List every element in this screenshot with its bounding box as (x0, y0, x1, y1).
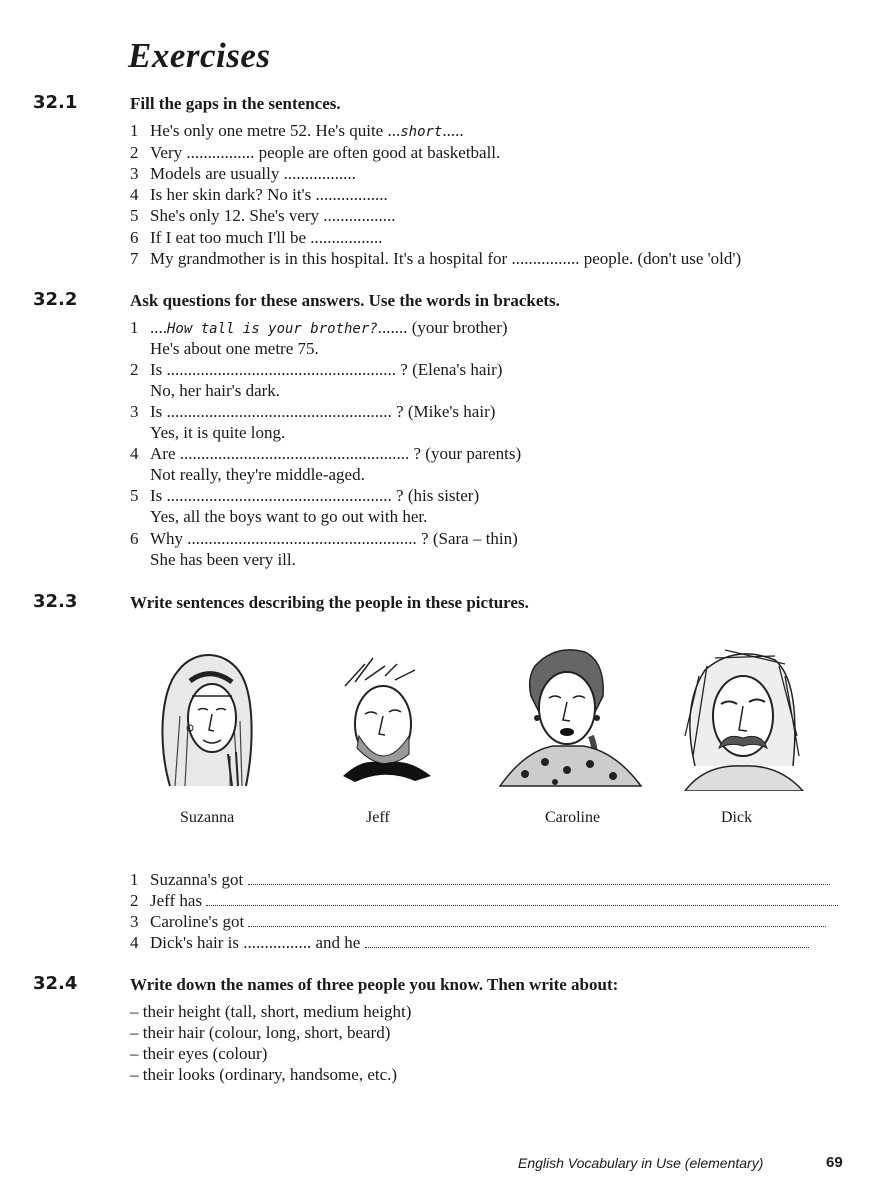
item-text-after: ..... (442, 121, 464, 140)
ex3-line-4 (130, 933, 809, 953)
item-number: 5 (130, 486, 139, 505)
ex2-item-1 (130, 318, 508, 339)
ex4-item-2: – their hair (colour, long, short, beard) (130, 1023, 391, 1042)
item-number: 2 (130, 360, 139, 379)
ex4-item-4: – their looks (ordinary, handsome, etc.) (130, 1065, 398, 1084)
suzanna-drawing (150, 636, 260, 796)
item-text: Jeff has (150, 891, 203, 910)
book-title: English Vocabulary in Use (elementary) (518, 1155, 764, 1171)
caption-caroline: Caroline (545, 809, 601, 826)
answer-blank[interactable] (248, 870, 830, 885)
ex1-item-3 (130, 164, 356, 184)
ex2-item-5 (130, 486, 479, 506)
ex1-item-6 (130, 228, 383, 248)
ex1-item-7 (130, 249, 741, 269)
ex2-item-3 (130, 402, 495, 422)
item-number: 4 (130, 444, 139, 463)
ex3-line-3 (130, 912, 826, 932)
page-title: Exercises (128, 36, 271, 75)
item-number: 3 (130, 912, 139, 931)
ex3-line-1 (130, 870, 830, 890)
item-text: Is ...................................................... ? (Elena's hair) (150, 360, 503, 379)
item-text: Is her skin dark? No it's ................. (150, 185, 388, 204)
exercise-instruction-32-3: Write sentences describing the people in these pictures. (130, 593, 529, 612)
item-number: 3 (130, 164, 139, 183)
page-number: 69 (826, 1154, 843, 1171)
item-text: Suzanna's got (150, 870, 244, 889)
caption-suzanna: Suzanna (180, 809, 235, 826)
item-number: 2 (130, 891, 139, 910)
item-number: 4 (130, 185, 139, 204)
item-number: 7 (130, 249, 139, 268)
handwritten-answer: How tall is your brother? (167, 321, 378, 337)
exercise-instruction-32-1: Fill the gaps in the sentences. (130, 94, 341, 113)
item-text: Is ..................................................... ? (Mike's hair) (150, 402, 496, 421)
ex3-line-2 (130, 891, 838, 911)
ex1-item-4 (130, 185, 388, 205)
ex4-item-3: – their eyes (colour) (130, 1044, 268, 1063)
caption-dick: Dick (721, 809, 753, 826)
ex2-item-4 (130, 444, 521, 464)
ex1-item-5 (130, 206, 396, 226)
ex2-item-2 (130, 360, 502, 380)
ex4-item-1: – their height (tall, short, medium height) (130, 1002, 412, 1021)
ex2-reply-4: Not really, they're middle-aged. (150, 465, 365, 484)
ex2-reply-1: He's about one metre 75. (150, 339, 319, 358)
jeff-drawing (335, 636, 435, 786)
item-text-before: .... (150, 318, 167, 337)
item-text: Models are usually ................. (150, 164, 356, 183)
item-number: 4 (130, 933, 139, 952)
item-text: She's only 12. She's very ................. (150, 206, 396, 225)
ex2-reply-3: Yes, it is quite long. (150, 423, 286, 442)
item-text: Dick's hair is ................ and he (150, 933, 361, 952)
caption-jeff: Jeff (366, 809, 390, 826)
item-text: If I eat too much I'll be ................. (150, 228, 383, 247)
ex2-reply-2: No, her hair's dark. (150, 381, 281, 400)
item-number: 1 (130, 318, 139, 337)
handwritten-answer: short (400, 124, 443, 140)
item-number: 6 (130, 529, 139, 548)
ex2-item-6 (130, 529, 518, 549)
item-number: 3 (130, 402, 139, 421)
exercise-number-32-2: 32.2 (33, 289, 78, 310)
item-text: My grandmother is in this hospital. It's a hospital for ................ people. (don't use 'old') (150, 249, 742, 268)
caroline-drawing (495, 636, 645, 791)
item-number: 5 (130, 206, 139, 225)
ex2-reply-5: Yes, all the boys want to go out with her. (150, 507, 428, 526)
item-number: 2 (130, 143, 139, 162)
exercise-number-32-1: 32.1 (33, 92, 78, 113)
ex2-reply-6: She has been very ill. (150, 550, 296, 569)
item-number: 1 (130, 870, 139, 889)
item-text: Caroline's got (150, 912, 245, 931)
ex1-item-1 (130, 121, 464, 142)
item-text: ....... (your brother) (377, 318, 508, 337)
exercise-number-32-4: 32.4 (33, 973, 78, 994)
item-text: Are ...................................................... ? (your parents) (150, 444, 522, 463)
item-number: 6 (130, 228, 139, 247)
answer-blank[interactable] (248, 912, 826, 927)
answer-blank[interactable] (365, 933, 809, 948)
item-number: 1 (130, 121, 139, 140)
exercise-instruction-32-4: Write down the names of three people you know. Then write about: (130, 975, 619, 994)
dick-drawing (675, 636, 810, 791)
ex1-item-2 (130, 143, 500, 163)
exercise-instruction-32-2: Ask questions for these answers. Use the words in brackets. (130, 291, 560, 310)
item-text: Is ..................................................... ? (his sister) (150, 486, 480, 505)
item-text: He's only one metre 52. He's quite ... (150, 121, 401, 140)
answer-blank[interactable] (206, 891, 838, 906)
exercise-number-32-3: 32.3 (33, 591, 78, 612)
item-text: Why ...................................................... ? (Sara – thin) (150, 529, 518, 548)
item-text: Very ................ people are often good at basketball. (150, 143, 501, 162)
